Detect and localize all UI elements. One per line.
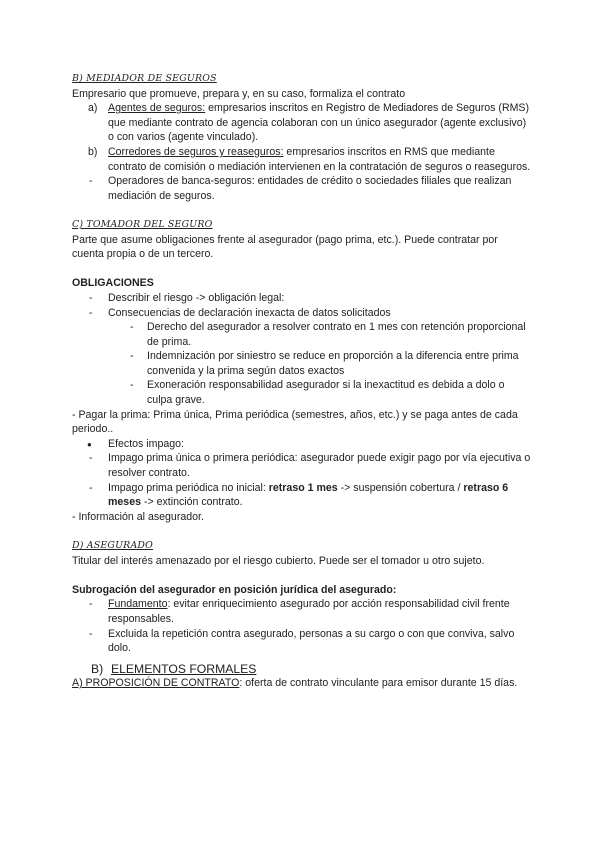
- list-item-operadores: [72, 174, 532, 203]
- list-item-efectos: [72, 437, 532, 452]
- text-exoneracion: Exoneración responsabilidad asegurador si la inexactitud es debida a dolo o culpa grave.: [147, 379, 505, 407]
- text-fundamento: : evitar enriquecimiento asegurado por acción responsabilidad civil frente responsables.: [108, 598, 510, 625]
- section-marker: B): [91, 661, 104, 676]
- sub-item-indemnizacion: [72, 349, 532, 378]
- list-item-excluida: [72, 627, 532, 656]
- list-marker: -: [89, 598, 93, 611]
- term-corredores: Corredores de seguros y reaseguros:: [108, 145, 284, 158]
- list-item-agentes: [72, 101, 532, 145]
- text-indemnizacion: Indemnización por siniestro se reduce en proporción a la diferencia entre prima convenida y la prima según datos exactos: [147, 350, 519, 377]
- text-impago-unica: Impago prima única o primera periódica: asegurador puede exigir pago por vía ejecutiva o resolver contrato.: [108, 452, 531, 480]
- term-fundamento: Fundamento: [108, 598, 168, 611]
- heading-elementos-formales: [72, 662, 532, 677]
- text-pagar-prima: - Pagar la prima: Prima única, Prima periódica (semestres, años, etc.) y se paga antes de cada periodo..: [72, 408, 518, 436]
- list-item-fundamento: [72, 597, 532, 626]
- list-marker: a): [88, 102, 98, 115]
- sub-item-exoneracion: [72, 378, 532, 407]
- list-item-impago-unica: [72, 451, 532, 480]
- heading-subrogacion: Subrogación del asegurador en posición jurídica del asegurado:: [72, 583, 397, 596]
- text-corredores: empresarios inscritos en RMS que mediante contrato de comisión o mediación intervienen en la contratación de seguros o reaseguros.: [108, 145, 531, 173]
- list-marker: -: [89, 291, 93, 304]
- heading-mediador: B) MEDIADOR DE SEGUROS: [72, 73, 217, 84]
- tomador-intro: Parte que asume obligaciones frente al asegurador (pago prima, etc.). Puede contratar por cuenta propia o de un tercero.: [72, 233, 498, 261]
- text-consecuencias: Consecuencias de declaración inexacta de datos solicitados: [108, 306, 391, 319]
- section-title: ELEMENTOS FORMALES: [111, 661, 257, 676]
- asegurado-intro: Titular del interés amenazado por el riesgo cubierto. Puede ser el tomador u otro sujeto.: [72, 554, 485, 567]
- list-marker: -: [89, 175, 93, 188]
- list-marker: -: [89, 481, 93, 494]
- bullet-icon: ●: [87, 439, 92, 449]
- heading-obligaciones: OBLIGACIONES: [72, 277, 154, 290]
- text-efectos: Efectos impago:: [108, 437, 184, 450]
- text-proposicion: : oferta de contrato vinculante para emisor durante 15 días.: [239, 677, 518, 690]
- text-impago-a: Impago prima periódica no inicial:: [108, 481, 269, 494]
- list-marker: -: [89, 452, 93, 465]
- list-item-impago-periodica: [72, 481, 532, 510]
- text-describir: Describir el riesgo -> obligación legal:: [108, 291, 285, 304]
- document-page: [72, 72, 532, 691]
- list-marker: -: [130, 321, 134, 334]
- text-impago-c: -> suspensión cobertura /: [337, 481, 464, 494]
- text-excluida: Excluida la repetición contra asegurado, personas a su cargo o con que conviva, salvo dolo.: [108, 627, 515, 655]
- term-proposicion: A) PROPOSICIÓN DE CONTRATO: [72, 677, 240, 690]
- proposicion-paragraph: [72, 676, 532, 691]
- text-informacion: - Información al asegurador.: [72, 510, 204, 523]
- list-marker: -: [89, 306, 93, 319]
- list-marker: -: [89, 627, 93, 640]
- list-item-corredores: [72, 145, 532, 174]
- list-item-describir: [72, 291, 532, 306]
- list-marker: b): [88, 145, 98, 158]
- text-derecho: Derecho del asegurador a resolver contrato en 1 mes con retención proporcional de prima.: [147, 321, 526, 348]
- text-retraso-1: retraso 1 mes: [268, 481, 338, 494]
- text-agentes: empresarios inscritos en Registro de Mediadores de Seguros (RMS) que mediante contrato de agencia colaboran con un único asegurador (agente exclusivo) o con varios (agente vinculado).: [108, 102, 530, 144]
- text-impago-e: -> extinción contrato.: [141, 496, 243, 509]
- heading-tomador: C) TOMADOR DEL SEGURO: [72, 218, 213, 230]
- mediador-intro: Empresario que promueve, prepara y, en su caso, formaliza el contrato: [72, 87, 406, 100]
- list-marker: -: [130, 379, 134, 392]
- list-marker: -: [130, 350, 134, 363]
- term-agentes: Agentes de seguros:: [108, 102, 206, 115]
- list-item-consecuencias: [72, 306, 532, 321]
- text-retraso-6: retraso 6 meses: [108, 481, 509, 509]
- sub-item-derecho: [72, 320, 532, 349]
- heading-asegurado: D) ASEGURADO: [72, 540, 154, 551]
- text-operadores: Operadores de banca-seguros: entidades de crédito o sociedades filiales que realizan mediación de seguros.: [108, 175, 512, 202]
